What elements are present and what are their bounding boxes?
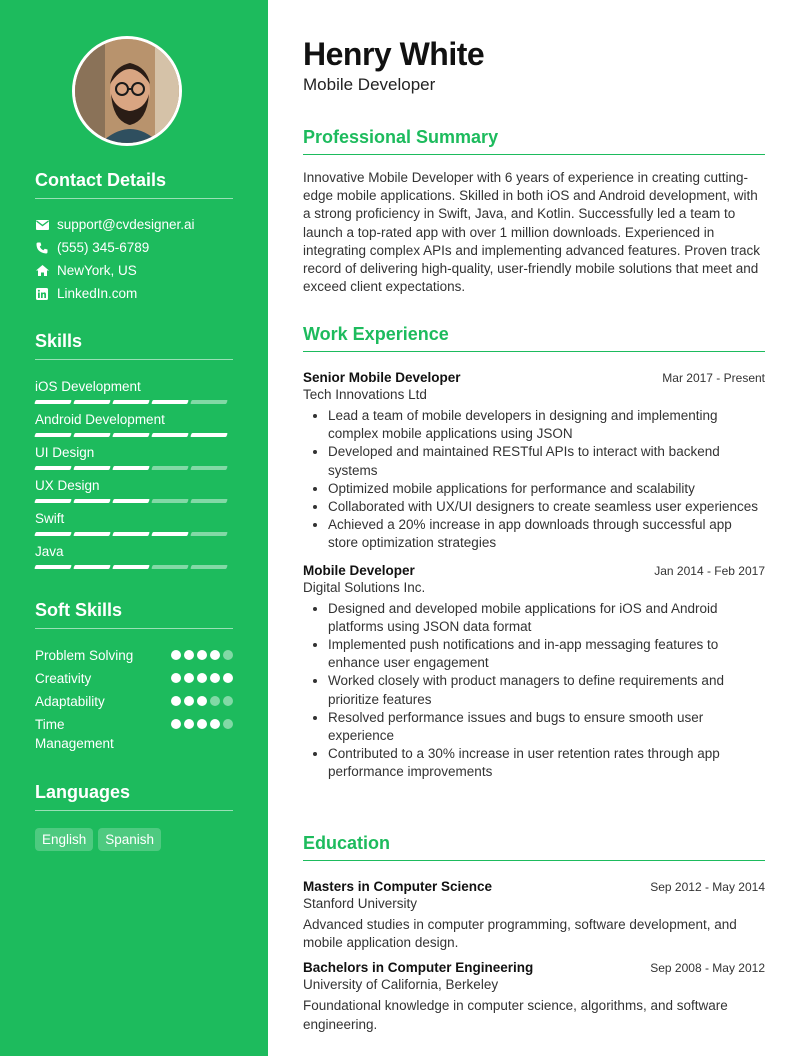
skill-level-segment (34, 565, 71, 569)
degree-title: Masters in Computer Science (303, 879, 493, 894)
rating-dot (223, 696, 233, 706)
list-item: • Implemented push notifications and in-app messaging features to enhance user engagement (328, 636, 765, 672)
contact-email[interactable] (35, 213, 233, 236)
soft-skill-item (35, 715, 233, 753)
skill-item (35, 543, 233, 576)
contact-email-text: support@cvdesigner.ai (57, 217, 195, 232)
summary-text: Innovative Mobile Developer with 6 years of experience in creating cutting-edge mobile applications. Skilled in both iOS and Android development, with a strong proficiency in Swift, Java, and Kotlin. Successfully led a team to launch a top-rated app with over 1 million downloads. Experienced in integrating complex APIs and implementing advanced features. Proven track record of delivering high-quality, user-friendly mobile solutions that meet and exceed client expectations. (303, 170, 761, 295)
skill-label: Android Development (35, 412, 165, 427)
contact-linkedin[interactable] (35, 282, 233, 305)
list-item: • Collaborated with UX/UI designers to create seamless user experiences (328, 498, 765, 516)
rating-dot (171, 650, 181, 660)
soft-skill-rating (171, 646, 233, 665)
education-description: Foundational knowledge in computer science, algorithms, and software engineering. (303, 998, 728, 1032)
skill-item (35, 444, 233, 477)
skill-level-segment (112, 466, 149, 470)
language-tag: Spanish (98, 828, 161, 851)
profile-role: Mobile Developer (303, 75, 436, 94)
rating-dot (171, 696, 181, 706)
education-entry (303, 960, 765, 1033)
profile-name: Henry White (303, 36, 485, 72)
contact-title: Contact Details (35, 170, 233, 199)
skill-level-segment (112, 499, 149, 503)
skill-level-segment (151, 532, 188, 536)
skill-level-segment (34, 400, 71, 404)
skill-level-segment (112, 565, 149, 569)
soft-skill-rating (171, 692, 233, 711)
rating-dot (210, 719, 220, 729)
rating-dot (184, 673, 194, 683)
rating-dot (223, 650, 233, 660)
skill-item (35, 477, 233, 510)
skill-level-segment (151, 466, 188, 470)
rating-dot (184, 696, 194, 706)
languages-title: Languages (35, 782, 233, 811)
job-bullets (303, 600, 765, 782)
school-name: Stanford University (303, 896, 418, 911)
skill-level-segment (190, 400, 227, 404)
rating-dot (197, 673, 207, 683)
soft-skill-label: Problem Solving (35, 648, 134, 663)
contact-linkedin-text: LinkedIn.com (57, 286, 138, 301)
skill-level-segment (190, 499, 227, 503)
skill-level-segment (190, 565, 227, 569)
list-item: • Developed and maintained RESTful APIs to interact with backend systems (328, 443, 765, 479)
soft-skills-title: Soft Skills (35, 600, 233, 629)
soft-skills-section (35, 600, 233, 757)
linkedin-icon (35, 287, 49, 301)
school-name: University of California, Berkeley (303, 977, 499, 993)
skill-level-segment (34, 532, 71, 536)
skill-level-segment (151, 433, 188, 437)
skill-level-meter (35, 433, 233, 437)
skill-level-meter (35, 532, 233, 536)
skills-section (35, 331, 233, 576)
phone-icon (35, 241, 49, 255)
skill-level-segment (112, 532, 149, 536)
skill-level-meter (35, 466, 233, 470)
skill-item (35, 378, 233, 411)
rating-dot (210, 650, 220, 660)
skill-level-segment (112, 433, 149, 437)
education-section (303, 833, 765, 1034)
contact-phone[interactable] (35, 236, 233, 259)
skill-label: Java (35, 544, 64, 559)
job-dates: Jan 2014 - Feb 2017 (654, 563, 765, 578)
skill-level-segment (34, 466, 71, 470)
skill-label: UI Design (35, 445, 95, 460)
skill-level-meter (35, 400, 233, 404)
job-entry (303, 563, 765, 782)
rating-dot (197, 719, 207, 729)
rating-dot (210, 696, 220, 706)
rating-dot (184, 650, 194, 660)
skill-level-segment (112, 400, 149, 404)
contact-phone-text: (555) 345-6789 (57, 240, 150, 255)
list-item: • Designed and developed mobile applications for iOS and Android platforms using JSON data format (328, 600, 765, 636)
skill-level-segment (151, 565, 188, 569)
soft-skill-rating (171, 715, 233, 753)
job-title: Mobile Developer (303, 562, 415, 578)
skill-level-segment (73, 499, 110, 503)
soft-skill-item (35, 669, 233, 688)
soft-skill-label: Adaptability (35, 694, 105, 709)
sidebar (0, 0, 268, 1056)
rating-dot (171, 673, 181, 683)
skill-level-meter (35, 499, 233, 503)
education-dates: Sep 2008 - May 2012 (650, 961, 765, 976)
skill-level-segment (34, 433, 71, 437)
skill-level-segment (151, 400, 188, 404)
list-item: • Worked closely with product managers to define requirements and prioritize features (328, 672, 765, 708)
skill-label: Swift (35, 511, 65, 526)
rating-dot (223, 719, 233, 729)
contact-section (35, 170, 233, 305)
degree-title: Bachelors in Computer Engineering (303, 960, 534, 976)
list-item: • Lead a team of mobile developers in designing and implementing complex mobile applications using JSON (328, 407, 765, 443)
skill-label: iOS Development (35, 379, 141, 394)
job-title: Senior Mobile Developer (303, 370, 461, 385)
job-bullets (303, 407, 765, 553)
languages-section (35, 782, 233, 851)
skills-title: Skills (35, 331, 233, 360)
contact-location-text: NewYork, US (57, 263, 137, 278)
skill-level-segment (73, 565, 110, 569)
list-item: • Optimized mobile applications for performance and scalability (328, 480, 765, 498)
skill-level-segment (34, 499, 71, 503)
skill-level-segment (73, 433, 110, 437)
rating-dot (184, 719, 194, 729)
education-entry (303, 879, 765, 952)
skill-level-segment (190, 466, 227, 470)
soft-skill-label: Time Management (35, 717, 114, 751)
rating-dot (210, 673, 220, 683)
list-item: • Achieved a 20% increase in app downloads through successful app store optimization strategies (328, 516, 765, 552)
skill-level-segment (151, 499, 188, 503)
education-description: Advanced studies in computer programming, software development, and mobile application design. (303, 917, 737, 951)
skill-item (35, 411, 233, 444)
job-company: Digital Solutions Inc. (303, 579, 426, 595)
soft-skill-label: Creativity (35, 671, 92, 686)
experience-title: Work Experience (303, 324, 765, 352)
profile-photo (72, 36, 182, 146)
job-company: Tech Innovations Ltd (303, 387, 427, 402)
rating-dot (223, 673, 233, 683)
list-item: • Contributed to a 30% increase in user retention rates through app performance improvements (328, 745, 765, 781)
rating-dot (197, 650, 207, 660)
summary-section (303, 127, 765, 296)
list-item: • Resolved performance issues and bugs to ensure smooth user experience (328, 709, 765, 745)
education-title: Education (303, 833, 765, 861)
skill-item (35, 510, 233, 543)
language-tag: English (35, 828, 93, 851)
job-dates: Mar 2017 - Present (662, 371, 765, 385)
education-dates: Sep 2012 - May 2014 (650, 880, 765, 894)
soft-skill-rating (171, 669, 233, 688)
experience-section (303, 324, 765, 782)
soft-skill-item (35, 692, 233, 711)
soft-skill-item (35, 646, 233, 665)
skill-level-meter (35, 565, 233, 569)
skill-level-segment (73, 532, 110, 536)
home-icon (35, 264, 49, 278)
skill-level-segment (190, 433, 227, 437)
rating-dot (197, 696, 207, 706)
skill-label: UX Design (35, 478, 100, 493)
summary-title: Professional Summary (303, 127, 765, 155)
job-entry (303, 370, 765, 553)
contact-location (35, 259, 233, 282)
skill-level-segment (73, 400, 110, 404)
skill-level-segment (73, 466, 110, 470)
rating-dot (171, 719, 181, 729)
skill-level-segment (190, 532, 227, 536)
envelope-icon (35, 218, 49, 232)
